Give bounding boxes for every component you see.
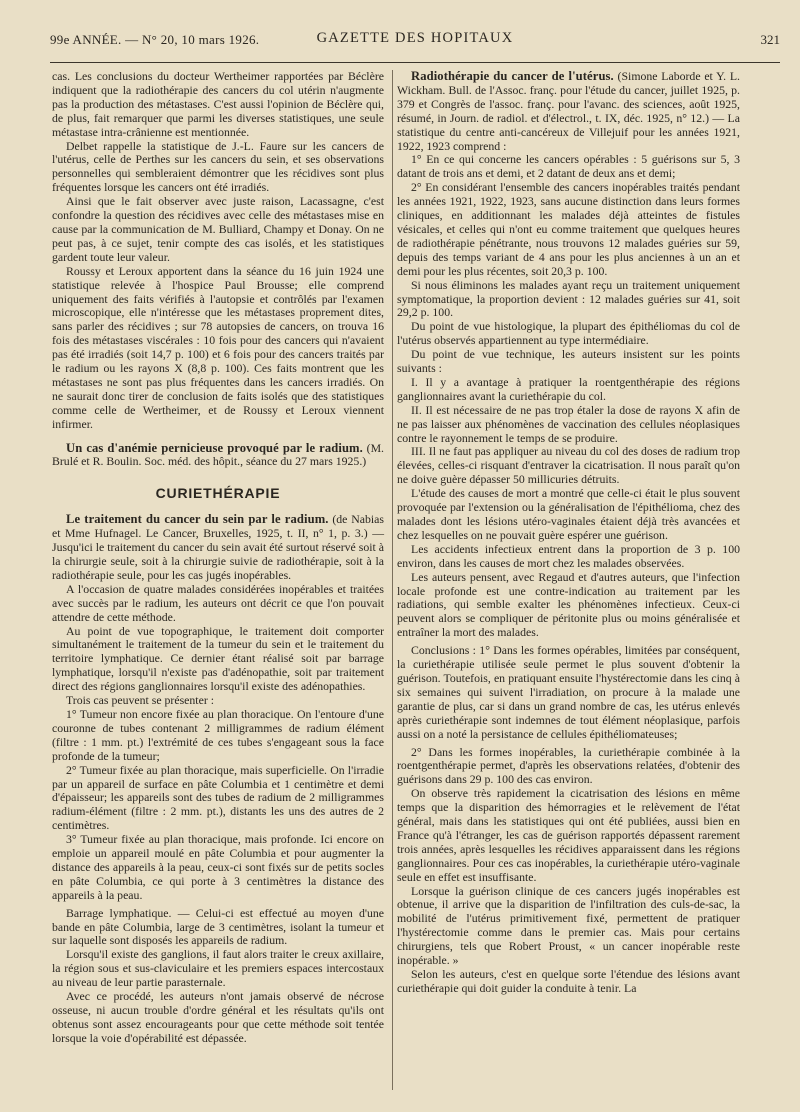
left-column [52,70,384,1046]
article-reference: (Simone Laborde et Y. L. Wickham. Bull. de l'Assoc. franç. pour l'étude du cancer, juillet 1925, p. 379 et Congrès de l'assoc. franç. pour l'avanc. des sciences, août 1925, résumé, in Journ. de radiol. et d'électrol., t. IX, déc. 1925, n° 12.) — La statistique du centre anti-cancéreux de Villejuif pour les années 1921, 1922, 1923 comprend : [397,69,740,153]
paragraph: Selon les auteurs, c'est en quelque sorte l'étendue des lésions avant curiethérapie qui doit guider la conduite à tenir. La [397,967,740,995]
paragraph: Les accidents infectieux entrent dans la proportion de 3 p. 100 environ, dans les causes de mort chez les malades observées. [397,541,740,570]
article-title: Radiothérapie du cancer de l'utérus. [411,69,614,83]
page-number: 321 [760,32,780,47]
paragraph: 1° Tumeur non encore fixée au plan thoracique. On l'entoure d'une couronne de tubes contenant 2 milligrammes de radium élément (filtre : 1 mm. pt.) l'extrémité de ces tubes s'engageant sous la face profonde de la tumeur; [52,706,384,763]
paragraph: Au point de vue topographique, le traitement doit comporter simultanément le traitement de la tumeur du sein et le traitement du territoire lymphatique. Ce dernier étant réalisé soit par barrage lymphatique, lorsqu'il n'existe pas d'adénopathie, soit par traitement direct des régions ganglionnaires lorsqu'il existe des adénopathies. [52,623,384,694]
paragraph: Du point de vue histologique, la plupart des épithéliomas du col de l'utérus observés appartiennent au type intermédiaire. [397,319,740,348]
paragraph: On observe très rapidement la cicatrisation des lésions en même temps que la disparition des hémorragies et le relèvement de l'état général, mais dans les statistiques qui ont été publiées, aussi bien en France qu'à l'étranger, les cas de guérison rapportés dépassent rarement trois années, après lesquelles les récidives apparaissent dans les régions ganglionnaires. Pour ces cas inopérables, la curiethérapie utéro-vaginale seule en effet est insuffisante. [397,786,740,884]
paragraph: I. Il y a avantage à pratiquer la roentgenthérapie des régions ganglionnaires avant la curiethérapie du col. [397,374,740,403]
paragraph: Lorsqu'il existe des ganglions, il faut alors traiter le creux axillaire, la région sous et sus-claviculaire et les premiers espaces intercostaux au niveau de leur partie parasternale. [52,947,384,990]
issue-info: 99e ANNÉE. — N° 20, 10 mars 1926. [50,32,260,47]
paragraph: Ainsi que le fait observer avec juste raison, Lacassagne, c'est confondre la question des récidives avec celle des métastases mise en cause par la communication de M. Bulliard, Champy et Donay. On ne peut pas, à ce sujet, tenir compte des cas isolés, et les statistiques gardent toute leur valeur. [52,194,384,264]
paragraph: Roussy et Leroux apportent dans la séance du 16 juin 1924 une statistique relevée à l'hospice Paul Brousse; elle comprend uniquement des faits vérifiés à l'autopsie et contrôlés par l'examen microscopique, elle n'intéresse que les métastases proprement dites, sans parler des récidives ; sur 78 autopsies de cancers, on trouva 16 fois des métastases viscérales : 10 fois pour des cancers qui n'avaient pas été irradiés (soit 14,7 p. 100) et 6 fois pour des cancers traités par le radium ou les rayons X (8,8 p. 100). Ces faits montrent que les métastases ne sont pas plus fréquentes dans les cancers irradiés. On ne saurait donc tirer de conclusion de faits isolés que des statistiques comme celle de Wertheimer, et de Roussy et Leroux viennent infirmer. [52,263,384,431]
paragraph: A l'occasion de quatre malades considérées inopérables et traitées avec succès par le radium, les auteurs ont décrit ce que l'on pouvait attendre de cette méthode. [52,581,384,624]
journal-title: GAZETTE DES HOPITAUX [316,30,514,46]
paragraph: Avec ce procédé, les auteurs n'ont jamais observé de nécrose osseuse, ni aucun trouble d'ordre général et les résultats qu'ils ont obtenus sont assez encourageants pour que cette méthode soit tentée lorsque la voie d'opérabilité est dépassée. [52,989,384,1045]
article-title: Le traitement du cancer du sein par le radium. [66,512,329,527]
paragraph: Conclusions : 1° Dans les formes opérables, limitées par conséquent, la curiethérapie utilisée seule permet le plus souvent d'obtenir la guérison. Toutefois, en pratiquant ensuite l'hystérectomie dans les cinq à six semaines qui suivent l'irradiation, on procure à la malade une garantie de plus, car si dans un grand nombre de cas, les utérus enlevés après curiethérapie sont indemnes de tout élément néoplasique, parfois aussi on a noté la persistance de cellules épithéliomateuses; [397,643,740,741]
paragraph: Si nous éliminons les malades ayant reçu un traitement uniquement symptomatique, la proportion devient : 12 malades guéries sur 41, soit 29,2 p. 100. [397,277,740,320]
paragraph: 2° Dans les formes inopérables, la curiethérapie combinée à la roentgenthérapie permet, d'après les observations relatées, d'obtenir des guérisons dans 29 p. 100 des cas environ. [397,744,740,787]
paragraph: III. Il ne faut pas appliquer au niveau du col des doses de radium trop élevées, celles-ci risquant d'entraver la cicatrisation. Il nous paraît qu'on ne doive guère dépasser 50 millicuries détruits. [397,444,740,487]
running-header [50,26,780,63]
paragraph: Lorsque la guérison clinique de ces cancers jugés inopérables est obtenue, il arrive que la disparition de l'infiltration des culs-de-sac, la mobilité de l'utérus primitivement fixé, permettent de pratiquer l'hystérectomie comme dans le premier cas. Mais pour certains chirurgiens, tels que Robert Proust, « un cancer inopérable reste inopérable. » [397,883,740,968]
paragraph: L'étude des causes de mort a montré que celle-ci était le plus souvent provoquée par l'extension ou la généralisation de l'épithélioma, chez des malades dont les lésions utéro-vaginales étaient déjà très avancées et chez lesquelles on ne pouvait guère espérer une guérison. [397,486,740,542]
paragraph: II. Il est nécessaire de ne pas trop étaler la dose de rayons X afin de ne pas laisser aux phénomènes de vaccination des cellules néoplasiques contre le rayonnement le temps de se produire. [397,402,740,445]
paragraph: Delbet rappelle la statistique de J.-L. Faure sur les cancers de l'utérus, celle de Perthes sur les cancers du sein, et ses observations personnelles qui sembleraient démontrer que les récidives sont plus fréquentes lorsque les cancers ont été irradiés. [52,138,384,195]
article-entry [397,70,740,153]
article-title: Un cas d'anémie pernicieuse provoqué par le radium. [66,440,363,455]
right-column [397,70,740,996]
article-entry [52,442,384,470]
paragraph: 3° Tumeur fixée au plan thoracique, mais profonde. Ici encore on emploie un appareil moulé en pâte Columbia et pour augmenter la distance des appareils à la peau, ceux-ci sont fixés sur de petits socles en pâte Columbia, ce qui porte à 3 centimètres la distance des appareils à la peau. [52,832,384,902]
section-heading: CURIETHÉRAPIE [155,485,281,502]
paragraph: 2° Tumeur fixée au plan thoracique, mais superficielle. On l'irradie par un appareil de surface en pâte Columbia et 1 centimètre et demi d'épaisseur; les appareils sont des tubes de radium de 2 milligrammes radium-élément (filtre : 2 mm. pt.), distants les uns des autres de 2 centimètres. [52,762,384,833]
article-reference: (M. Brulé et R. Boulin. Soc. méd. des hôpit., séance du 27 mars 1925.) [52,440,385,469]
column-divider [392,70,393,1090]
article-reference: (de Nabias et Mme Hufnagel. Le Cancer, Bruxelles, 1925, t. II, n° 1, p. 3.) — Jusqu'ici le traitement du cancer du sein avait été surtout réservé soit à la chirurgie seule, soit à la chirurgie suivie de radiothérapie, soit à la radiothérapie seule, pour les cas jugés inopérables. [52,512,384,582]
paragraph: 2° En considérant l'ensemble des cancers inopérables traités pendant les années 1921, 1922, 1923, sans aucune distinction dans leurs formes cliniques, en additionnant les malades déjà atteintes de fistules vésicales, et celles qui n'ont eu comme traitement que quelques heures de radiothérapie pénétrante, nous trouvons 12 malades guéries sur 59, depuis des temps variant de 4 ans pour les plus anciennes à un an et demi pour les plus récentes, soit 20,3 p. 100. [397,180,740,278]
paragraph: Du point de vue technique, les auteurs insistent sur les points suivants : [397,347,740,376]
paragraph: 1° En ce qui concerne les cancers opérables : 5 guérisons sur 5, 3 datant de trois ans et demi, et 2 datant de deux ans et demi; [397,152,740,181]
paragraph: Trois cas peuvent se présenter : [66,693,214,708]
paragraph: cas. Les conclusions du docteur Wertheimer rapportées par Béclère indiquent que la radiothérapie des cancers du col utérin n'augmente pas la production des métastases. C'est aussi l'opinion de Béclère qui, de plus, fait remarquer que parmi les diverses statistiques, une seule métastase intra-crânienne est mentionnée. [52,69,384,139]
article-entry [52,513,384,583]
paragraph: Les auteurs pensent, avec Regaud et d'autres auteurs, que l'infection locale profonde est une contre-indication au traitement par les radiations, qui semble exalter les phénomènes infectieux. Ceux-ci peuvent alors se compliquer de péritonite plus ou moins généralisée et entraîner la mort des malades. [397,569,740,640]
paragraph: Barrage lymphatique. — Celui-ci est effectué au moyen d'une bande en pâte Columbia, large de 3 centimètres, isolant la tumeur et sur laquelle sont disposés les appareils de radium. [52,905,384,948]
